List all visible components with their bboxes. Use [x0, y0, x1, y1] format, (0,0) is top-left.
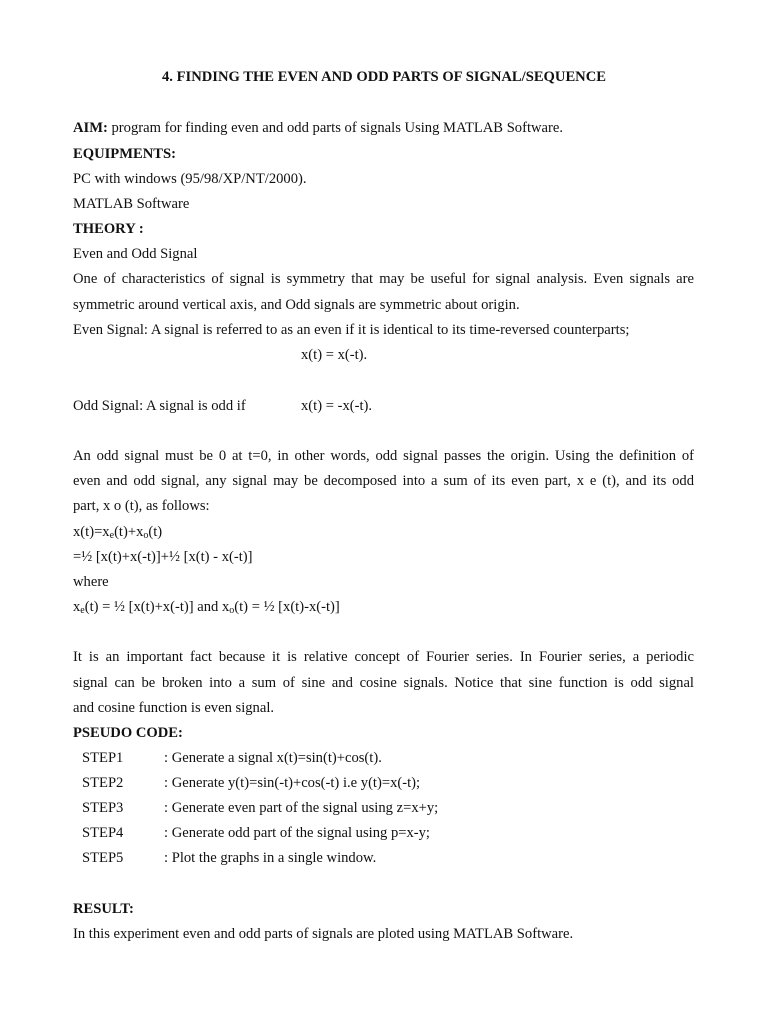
page-title: 4. FINDING THE EVEN AND ODD PARTS OF SIGNAL/SEQUENCE — [162, 69, 606, 85]
equation-part: x — [73, 599, 81, 615]
theory-heading: THEORY : — [73, 221, 144, 237]
even-signal-definition: Even Signal: A signal is referred to as an even if it is identical to its time-reversed counterparts; — [73, 322, 630, 338]
equation-subscript: o — [143, 530, 149, 541]
step-label: STEP4 — [82, 825, 124, 841]
theory-paragraph-line: One of characteristics of signal is symmetry that may be useful for signal analysis. Even signals are — [73, 271, 694, 287]
step-label: STEP1 — [82, 750, 124, 766]
even-odd-part-equations — [73, 598, 340, 620]
result-heading: RESULT: — [73, 901, 134, 917]
decomposition-equation — [73, 523, 162, 545]
step-label: STEP2 — [82, 775, 124, 791]
equipment-item: PC with windows (95/98/XP/NT/2000). — [73, 171, 307, 187]
equipments-heading: EQUIPMENTS: — [73, 146, 176, 162]
theory-paragraph-line: symmetric around vertical axis, and Odd signals are symmetric about origin. — [73, 297, 520, 313]
result-text: In this experiment even and odd parts of signals are ploted using MATLAB Software. — [73, 926, 574, 942]
step-description: : Plot the graphs in a single window. — [164, 850, 377, 866]
odd-signal-label: Odd Signal: A signal is odd if — [73, 398, 246, 414]
step-description: : Generate odd part of the signal using p=x-y; — [164, 825, 430, 841]
equation-subscript: e — [109, 530, 115, 541]
expanded-equation: =½ [x(t)+x(-t)]+½ [x(t) - x(-t)] — [73, 549, 253, 565]
equation-subscript: e — [80, 605, 85, 616]
fourier-paragraph-line: signal can be broken into a sum of sine and cosine signals. Notice that sine function is odd signal — [73, 675, 694, 691]
fourier-paragraph-line: It is an important fact because it is relative concept of Fourier series. In Fourier series, a periodic — [73, 649, 694, 665]
theory-subheading: Even and Odd Signal — [73, 246, 198, 262]
where-label: where — [73, 574, 109, 590]
step-description: : Generate a signal x(t)=sin(t)+cos(t). — [164, 750, 382, 766]
equipment-item: MATLAB Software — [73, 196, 190, 212]
fourier-paragraph-line: and cosine function is even signal. — [73, 700, 275, 716]
step-description: : Generate even part of the signal using z=x+y; — [164, 800, 439, 816]
decomposition-paragraph-line: An odd signal must be 0 at t=0, in other words, odd signal passes the origin. Using the definition of — [73, 448, 694, 464]
decomposition-paragraph-line: part, x o (t), as follows: — [73, 498, 210, 514]
equation-part: (t) = ½ [x(t)+x(-t)] and x — [84, 599, 230, 615]
equation-part: (t)+x — [114, 524, 144, 540]
aim-label: AIM: — [73, 120, 108, 136]
odd-signal-equation: x(t) = -x(-t). — [301, 398, 373, 414]
aim-text: program for finding even and odd parts of signals Using MATLAB Software. — [107, 120, 564, 136]
aim-line — [73, 119, 563, 137]
step-description: : Generate y(t)=sin(-t)+cos(-t) i.e y(t)=x(-t); — [164, 775, 421, 791]
decomposition-paragraph-line: even and odd signal, any signal may be decomposed into a sum of its even part, x e (t), and its odd — [73, 473, 694, 489]
equation-part: (t) = ½ [x(t)-x(-t)] — [234, 599, 340, 615]
equation-subscript: o — [229, 605, 235, 616]
pseudo-code-heading: PSEUDO CODE: — [73, 725, 183, 741]
step-label: STEP3 — [82, 800, 124, 816]
step-label: STEP5 — [82, 850, 124, 866]
equation-part: x(t)=x — [73, 524, 110, 540]
equation-part: (t) — [148, 524, 163, 540]
even-signal-equation: x(t) = x(-t). — [301, 347, 368, 363]
